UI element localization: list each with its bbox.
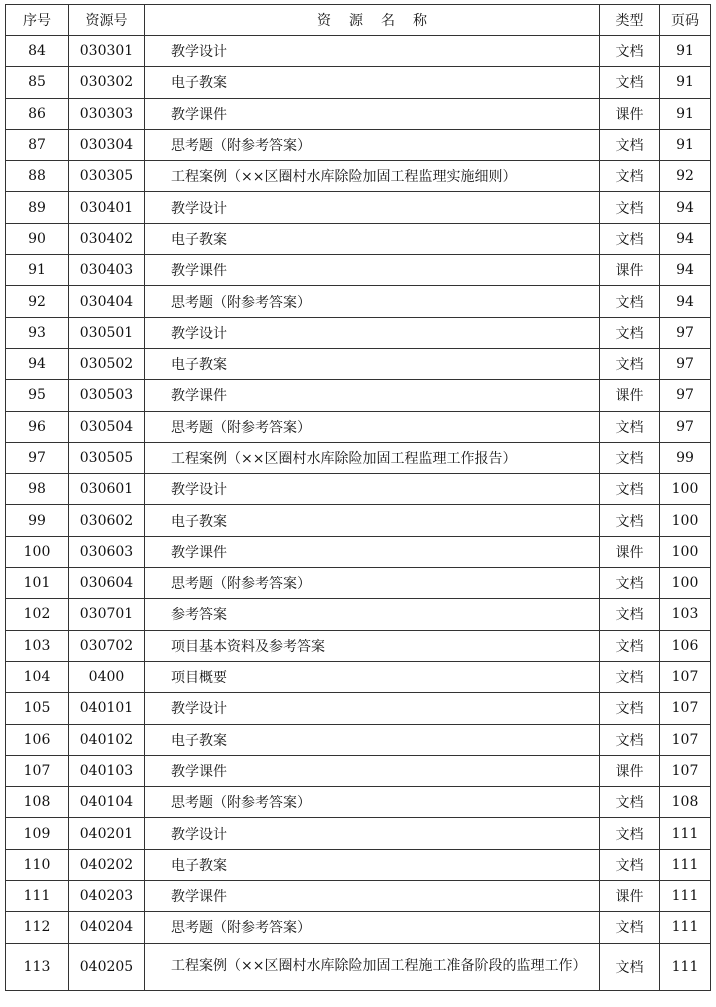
- cell-resource-id: 030504: [69, 411, 145, 442]
- header-name: 资源名称: [145, 5, 600, 36]
- cell-name: 思考题（附参考答案）: [145, 411, 600, 442]
- table-row: [6, 724, 711, 755]
- cell-seq: 90: [6, 223, 69, 254]
- cell-seq: 87: [6, 129, 69, 160]
- cell-type: 文档: [600, 36, 660, 67]
- cell-seq: 105: [6, 693, 69, 724]
- cell-type: 文档: [600, 943, 660, 990]
- cell-name: 教学设计: [145, 192, 600, 223]
- table-header: [6, 5, 711, 36]
- cell-type: 文档: [600, 849, 660, 880]
- cell-resource-id: 030302: [69, 67, 145, 98]
- table-row: [6, 568, 711, 599]
- cell-name: 思考题（附参考答案）: [145, 787, 600, 818]
- cell-name: 思考题（附参考答案）: [145, 286, 600, 317]
- table-row: [6, 630, 711, 661]
- table-row: [6, 912, 711, 943]
- cell-type: 文档: [600, 442, 660, 473]
- cell-seq: 97: [6, 442, 69, 473]
- cell-resource-id: 040102: [69, 724, 145, 755]
- cell-seq: 104: [6, 661, 69, 692]
- cell-resource-id: 030303: [69, 98, 145, 129]
- cell-name: 电子教案: [145, 724, 600, 755]
- cell-page: 107: [660, 755, 711, 786]
- cell-page: 107: [660, 661, 711, 692]
- table-row: [6, 787, 711, 818]
- cell-page: 92: [660, 161, 711, 192]
- cell-name: 教学设计: [145, 474, 600, 505]
- cell-name: 教学课件: [145, 380, 600, 411]
- cell-page: 100: [660, 474, 711, 505]
- cell-resource-id: 030401: [69, 192, 145, 223]
- cell-name: 电子教案: [145, 849, 600, 880]
- cell-page: 100: [660, 568, 711, 599]
- cell-seq: 98: [6, 474, 69, 505]
- cell-resource-id: 030603: [69, 536, 145, 567]
- table-row: [6, 661, 711, 692]
- header-resource-id: 资源号: [69, 5, 145, 36]
- cell-page: 91: [660, 129, 711, 160]
- cell-name: 教学课件: [145, 755, 600, 786]
- cell-page: 91: [660, 98, 711, 129]
- cell-page: 91: [660, 67, 711, 98]
- cell-resource-id: 030404: [69, 286, 145, 317]
- cell-type: 文档: [600, 693, 660, 724]
- cell-page: 91: [660, 36, 711, 67]
- cell-resource-id: 0400: [69, 661, 145, 692]
- cell-name: 参考答案: [145, 599, 600, 630]
- cell-page: 106: [660, 630, 711, 661]
- cell-seq: 110: [6, 849, 69, 880]
- cell-type: 文档: [600, 411, 660, 442]
- cell-page: 111: [660, 881, 711, 912]
- cell-seq: 107: [6, 755, 69, 786]
- cell-resource-id: 030503: [69, 380, 145, 411]
- cell-name: 工程案例（××区圈村水库除险加固工程监理工作报告）: [145, 442, 600, 473]
- cell-name: 教学设计: [145, 693, 600, 724]
- table-body: [6, 36, 711, 991]
- cell-page: 99: [660, 442, 711, 473]
- cell-type: 文档: [600, 317, 660, 348]
- cell-page: 100: [660, 536, 711, 567]
- cell-name: 教学设计: [145, 36, 600, 67]
- cell-name: 教学课件: [145, 536, 600, 567]
- table-row: [6, 818, 711, 849]
- header-seq: 序号: [6, 5, 69, 36]
- cell-name: 工程案例（××区圈村水库除险加固工程施工准备阶段的监理工作）: [145, 943, 600, 990]
- table-row: [6, 442, 711, 473]
- cell-type: 课件: [600, 881, 660, 912]
- cell-seq: 113: [6, 943, 69, 990]
- cell-resource-id: 030505: [69, 442, 145, 473]
- table-row: [6, 161, 711, 192]
- cell-name: 教学课件: [145, 255, 600, 286]
- header-row: [6, 5, 711, 36]
- table-row: [6, 505, 711, 536]
- table-row: [6, 67, 711, 98]
- table-row: [6, 411, 711, 442]
- cell-resource-id: 030601: [69, 474, 145, 505]
- cell-page: 107: [660, 693, 711, 724]
- cell-resource-id: 030604: [69, 568, 145, 599]
- cell-type: 文档: [600, 787, 660, 818]
- cell-name: 工程案例（××区圈村水库除险加固工程监理实施细则）: [145, 161, 600, 192]
- cell-page: 100: [660, 505, 711, 536]
- cell-page: 94: [660, 286, 711, 317]
- cell-type: 课件: [600, 536, 660, 567]
- table-row: [6, 129, 711, 160]
- cell-name: 思考题（附参考答案）: [145, 129, 600, 160]
- cell-name: 思考题（附参考答案）: [145, 912, 600, 943]
- cell-type: 课件: [600, 98, 660, 129]
- table-row: [6, 849, 711, 880]
- cell-type: 课件: [600, 755, 660, 786]
- cell-name: 教学课件: [145, 98, 600, 129]
- cell-seq: 89: [6, 192, 69, 223]
- table-row: [6, 223, 711, 254]
- cell-name: 思考题（附参考答案）: [145, 568, 600, 599]
- cell-seq: 86: [6, 98, 69, 129]
- cell-resource-id: 040203: [69, 881, 145, 912]
- cell-resource-id: 040104: [69, 787, 145, 818]
- cell-seq: 84: [6, 36, 69, 67]
- cell-type: 课件: [600, 255, 660, 286]
- cell-resource-id: 030501: [69, 317, 145, 348]
- cell-type: 文档: [600, 505, 660, 536]
- table-row: [6, 755, 711, 786]
- table-row: [6, 192, 711, 223]
- cell-seq: 112: [6, 912, 69, 943]
- table-row: [6, 286, 711, 317]
- table-row: [6, 255, 711, 286]
- cell-page: 111: [660, 849, 711, 880]
- cell-resource-id: 040204: [69, 912, 145, 943]
- cell-resource-id: 030502: [69, 348, 145, 379]
- cell-resource-id: 030702: [69, 630, 145, 661]
- cell-page: 97: [660, 317, 711, 348]
- cell-page: 94: [660, 192, 711, 223]
- cell-type: 文档: [600, 568, 660, 599]
- cell-resource-id: 030301: [69, 36, 145, 67]
- cell-seq: 111: [6, 881, 69, 912]
- cell-name: 电子教案: [145, 67, 600, 98]
- cell-type: 文档: [600, 818, 660, 849]
- cell-name: 电子教案: [145, 223, 600, 254]
- cell-seq: 92: [6, 286, 69, 317]
- cell-resource-id: 040101: [69, 693, 145, 724]
- table-row: [6, 599, 711, 630]
- cell-seq: 101: [6, 568, 69, 599]
- cell-seq: 106: [6, 724, 69, 755]
- table-row: [6, 881, 711, 912]
- cell-seq: 91: [6, 255, 69, 286]
- cell-type: 文档: [600, 599, 660, 630]
- cell-name: 教学设计: [145, 317, 600, 348]
- cell-page: 94: [660, 223, 711, 254]
- table-row: [6, 380, 711, 411]
- table-row: [6, 536, 711, 567]
- cell-seq: 93: [6, 317, 69, 348]
- cell-type: 文档: [600, 348, 660, 379]
- cell-seq: 99: [6, 505, 69, 536]
- cell-seq: 108: [6, 787, 69, 818]
- cell-page: 111: [660, 818, 711, 849]
- cell-type: 文档: [600, 474, 660, 505]
- cell-name: 电子教案: [145, 348, 600, 379]
- table-row: [6, 474, 711, 505]
- cell-type: 文档: [600, 286, 660, 317]
- cell-seq: 94: [6, 348, 69, 379]
- cell-page: 111: [660, 912, 711, 943]
- resource-table: [5, 4, 711, 991]
- cell-resource-id: 030403: [69, 255, 145, 286]
- cell-type: 文档: [600, 192, 660, 223]
- cell-seq: 96: [6, 411, 69, 442]
- cell-resource-id: 030701: [69, 599, 145, 630]
- cell-resource-id: 030402: [69, 223, 145, 254]
- cell-seq: 102: [6, 599, 69, 630]
- cell-resource-id: 040201: [69, 818, 145, 849]
- cell-type: 文档: [600, 161, 660, 192]
- cell-page: 111: [660, 943, 711, 990]
- cell-seq: 109: [6, 818, 69, 849]
- cell-seq: 85: [6, 67, 69, 98]
- cell-seq: 88: [6, 161, 69, 192]
- cell-name: 电子教案: [145, 505, 600, 536]
- cell-seq: 100: [6, 536, 69, 567]
- table-row: [6, 693, 711, 724]
- cell-type: 文档: [600, 223, 660, 254]
- cell-resource-id: 040103: [69, 755, 145, 786]
- cell-type: 文档: [600, 630, 660, 661]
- cell-type: 文档: [600, 129, 660, 160]
- cell-page: 97: [660, 348, 711, 379]
- cell-name: 教学设计: [145, 818, 600, 849]
- cell-type: 文档: [600, 724, 660, 755]
- cell-type: 文档: [600, 661, 660, 692]
- cell-type: 课件: [600, 380, 660, 411]
- table-row: [6, 36, 711, 67]
- cell-page: 103: [660, 599, 711, 630]
- table-row: [6, 98, 711, 129]
- cell-resource-id: 030304: [69, 129, 145, 160]
- table-row: [6, 943, 711, 990]
- cell-resource-id: 040202: [69, 849, 145, 880]
- cell-page: 97: [660, 411, 711, 442]
- cell-name: 教学课件: [145, 881, 600, 912]
- cell-page: 108: [660, 787, 711, 818]
- cell-name: 项目基本资料及参考答案: [145, 630, 600, 661]
- cell-seq: 95: [6, 380, 69, 411]
- cell-name: 项目概要: [145, 661, 600, 692]
- cell-page: 94: [660, 255, 711, 286]
- cell-resource-id: 040205: [69, 943, 145, 990]
- table-row: [6, 317, 711, 348]
- cell-page: 107: [660, 724, 711, 755]
- cell-type: 文档: [600, 912, 660, 943]
- cell-type: 文档: [600, 67, 660, 98]
- cell-resource-id: 030305: [69, 161, 145, 192]
- cell-page: 97: [660, 380, 711, 411]
- header-type: 类型: [600, 5, 660, 36]
- header-page: 页码: [660, 5, 711, 36]
- cell-seq: 103: [6, 630, 69, 661]
- cell-resource-id: 030602: [69, 505, 145, 536]
- table-row: [6, 348, 711, 379]
